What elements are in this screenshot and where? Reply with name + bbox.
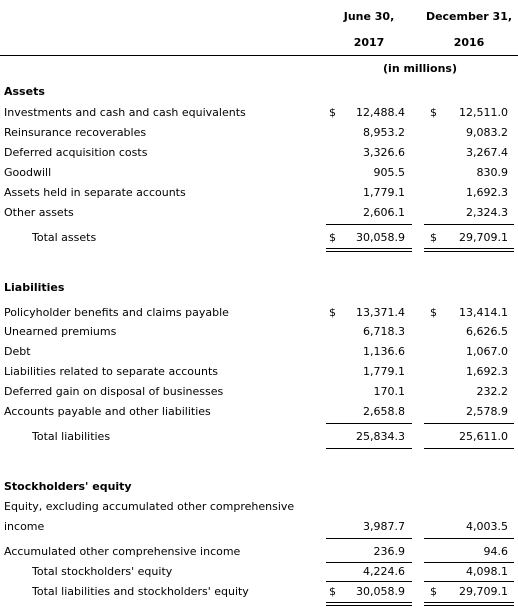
row-label: Unearned premiums	[4, 325, 117, 338]
row-label: Goodwill	[4, 166, 52, 179]
value-2016: 6,626.5	[466, 325, 508, 338]
row-label: Deferred acquisition costs	[4, 146, 148, 159]
row-label: Accumulated other comprehensive income	[4, 545, 241, 558]
total-rule	[424, 448, 514, 449]
equity-heading: Stockholders' equity	[4, 480, 132, 493]
subtotal-rule	[424, 538, 514, 539]
currency-symbol: $	[329, 231, 336, 244]
table-row	[0, 363, 518, 381]
value-2017: 1,136.6	[363, 345, 405, 358]
row-label: Total liabilities and stockholders' equity	[32, 585, 249, 598]
currency-symbol: $	[329, 306, 336, 319]
row-label: Reinsurance recoverables	[4, 126, 147, 139]
value-2016: 94.6	[483, 545, 508, 558]
value-2017: 6,718.3	[363, 325, 405, 338]
subtotal-rule	[424, 224, 514, 225]
value-2016: 12,511.0	[459, 106, 508, 119]
row-label: Debt	[4, 345, 31, 358]
value-2016: 1,067.0	[466, 345, 508, 358]
table-row	[0, 343, 518, 361]
subtotal-rule	[326, 423, 412, 424]
row-label: Other assets	[4, 206, 74, 219]
total-liabilities-row	[0, 428, 518, 446]
total-rule	[326, 251, 412, 252]
value-2017: 12,488.4	[356, 106, 405, 119]
total-rule	[424, 251, 514, 252]
value-2016: 9,083.2	[466, 126, 508, 139]
subtotal-rule	[326, 581, 412, 582]
row-label-continued: income	[4, 520, 45, 533]
table-row	[0, 543, 518, 561]
value-2017: 2,658.8	[363, 405, 405, 418]
table-row	[0, 518, 518, 536]
col1-header-date: June 30,	[343, 10, 395, 23]
assets-heading: Assets	[4, 85, 45, 98]
value-2016: 25,611.0	[459, 430, 508, 443]
col1-header-year: 2017	[353, 36, 385, 49]
value-2017: 905.5	[373, 166, 405, 179]
value-2017: 8,953.2	[363, 126, 405, 139]
currency-symbol: $	[329, 106, 336, 119]
currency-symbol: $	[430, 585, 437, 598]
row-label: Assets held in separate accounts	[4, 186, 186, 199]
currency-symbol: $	[430, 306, 437, 319]
subtotal-rule	[326, 538, 412, 539]
col2-header-date: December 31,	[425, 10, 513, 23]
row-label: Total liabilities	[32, 430, 111, 443]
value-2016: 29,709.1	[459, 585, 508, 598]
liabilities-heading-row	[0, 279, 518, 297]
table-row	[0, 164, 518, 182]
total-equity-row	[0, 563, 518, 581]
value-2016: 2,578.9	[466, 405, 508, 418]
row-label: Accounts payable and other liabilities	[4, 405, 211, 418]
subtotal-rule	[424, 423, 514, 424]
col2-header-year: 2016	[453, 36, 485, 49]
value-2016: 232.2	[476, 385, 508, 398]
row-label: Investments and cash and cash equivalents	[4, 106, 246, 119]
assets-heading-row	[0, 83, 518, 101]
total-rule	[424, 602, 514, 603]
table-row	[0, 323, 518, 341]
row-label: Total assets	[32, 231, 97, 244]
liabilities-heading: Liabilities	[4, 281, 65, 294]
header-rule	[0, 55, 518, 56]
table-row	[0, 304, 518, 322]
table-row	[0, 403, 518, 421]
value-2017: 1,779.1	[363, 365, 405, 378]
total-rule	[424, 605, 514, 606]
value-2016: 1,692.3	[466, 365, 508, 378]
row-label: Total stockholders' equity	[32, 565, 173, 578]
value-2016: 830.9	[476, 166, 508, 179]
row-label: Policyholder benefits and claims payable	[4, 306, 229, 319]
table-row	[0, 204, 518, 222]
table-row	[0, 184, 518, 202]
value-2017: 170.1	[373, 385, 405, 398]
value-2017: 25,834.3	[356, 430, 405, 443]
value-2016: 13,414.1	[459, 306, 508, 319]
currency-symbol: $	[430, 231, 437, 244]
row-label: Liabilities related to separate accounts	[4, 365, 219, 378]
value-2017: 30,058.9	[356, 231, 405, 244]
total-rule	[326, 602, 412, 603]
currency-symbol: $	[430, 106, 437, 119]
value-2017: 3,326.6	[363, 146, 405, 159]
value-2016: 4,098.1	[466, 565, 508, 578]
total-rule	[326, 248, 412, 249]
value-2016: 4,003.5	[466, 520, 508, 533]
value-2017: 3,987.7	[363, 520, 405, 533]
total-assets-row	[0, 229, 518, 247]
table-row	[0, 383, 518, 401]
equity-heading-row	[0, 478, 518, 496]
grand-total-row	[0, 583, 518, 601]
value-2017: 236.9	[373, 545, 405, 558]
table-row	[0, 124, 518, 142]
value-2017: 30,058.9	[356, 585, 405, 598]
value-2016: 1,692.3	[466, 186, 508, 199]
value-2017: 4,224.6	[363, 565, 405, 578]
table-row	[0, 104, 518, 122]
table-row	[0, 144, 518, 162]
value-2016: 3,267.4	[466, 146, 508, 159]
value-2017: 13,371.4	[356, 306, 405, 319]
value-2016: 2,324.3	[466, 206, 508, 219]
units-label: (in millions)	[383, 62, 457, 75]
table-row	[0, 498, 518, 516]
total-rule	[424, 248, 514, 249]
value-2016: 29,709.1	[459, 231, 508, 244]
subtotal-rule	[424, 581, 514, 582]
total-rule	[326, 605, 412, 606]
total-rule	[326, 448, 412, 449]
row-label: Deferred gain on disposal of businesses	[4, 385, 224, 398]
value-2017: 1,779.1	[363, 186, 405, 199]
row-label: Equity, excluding accumulated other comprehensive	[4, 500, 295, 513]
currency-symbol: $	[329, 585, 336, 598]
subtotal-rule	[326, 224, 412, 225]
value-2017: 2,606.1	[363, 206, 405, 219]
